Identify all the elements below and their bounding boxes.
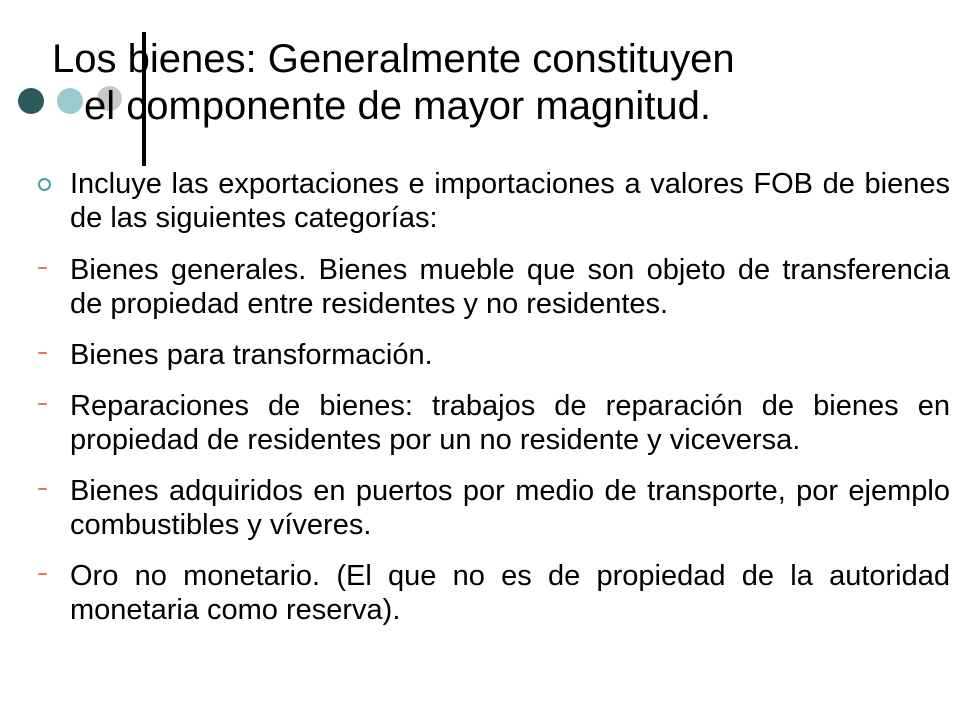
list-item-text: Bienes adquiridos en puertos por medio de transporte, por ejemplo combustibles y víveres. — [70, 475, 950, 541]
ring-bullet-icon — [38, 178, 51, 191]
slide-body-list — [38, 167, 950, 644]
list-item-text: Bienes generales. Bienes mueble que son objeto de transferencia de propiedad entre residentes y no residentes. — [70, 254, 950, 320]
dash-bullet-icon — [38, 352, 47, 354]
dash-bullet-icon — [38, 573, 47, 575]
list-item-text: Reparaciones de bienes: trabajos de reparación de bienes en propiedad de residentes por un no residente y viceversa. — [70, 390, 950, 456]
list-item-text: Bienes para transformación. — [70, 339, 433, 371]
list-item-text: Oro no monetario. (El que no es de propiedad de la autoridad monetaria como reserva). — [70, 560, 950, 626]
list-item — [38, 474, 950, 542]
intro-text: Incluye las exportaciones e importaciones a valores FOB de bienes de las siguientes categorías: — [70, 168, 950, 234]
intro-bullet-item — [38, 167, 950, 235]
dash-bullet-icon — [38, 267, 47, 269]
slide-title-line-2: el componente de mayor magnitud. — [84, 84, 712, 128]
list-item — [38, 389, 950, 457]
slide-title-line-1: Los bienes: Generalmente constituyen — [52, 37, 735, 81]
dash-bullet-icon — [38, 403, 47, 405]
list-item — [38, 253, 950, 321]
dash-bullet-icon — [38, 488, 47, 490]
list-item — [38, 338, 950, 372]
list-item — [38, 559, 950, 627]
dark-teal-dot-icon — [18, 88, 44, 114]
slide-title — [52, 36, 932, 130]
